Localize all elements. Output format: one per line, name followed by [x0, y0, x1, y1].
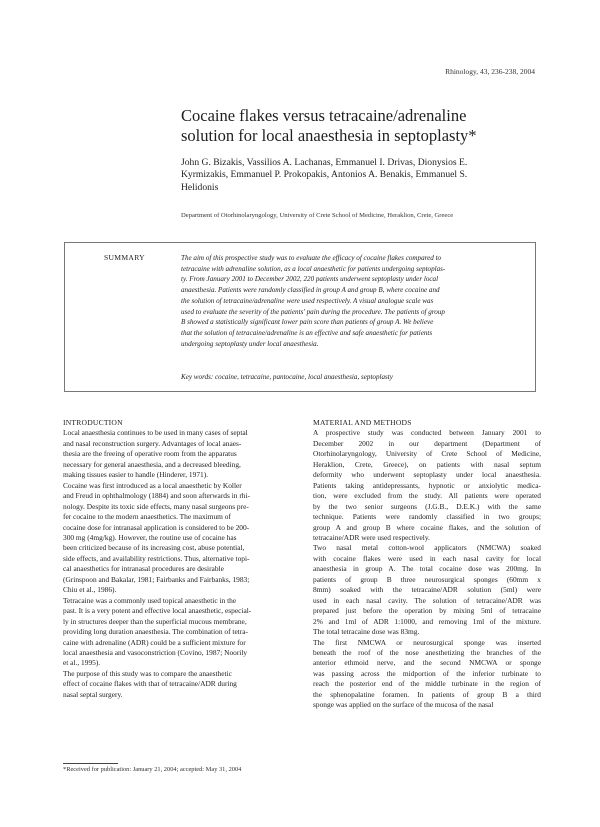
abstract-line: The aim of this prospective study was to evaluate the efficacy of cocaine flakes compared to: [181, 254, 442, 262]
text-line: cal anaesthetics for intranasal procedures are desirable: [63, 564, 224, 574]
text-line: nology. Despite its toxic side effects, many nasal surgeons pre-: [63, 501, 249, 511]
text-line: side effects, and availability restrictions. Thus, alternative topi-: [63, 553, 250, 563]
text-line: necessary for general anaesthesia, and a decreased bleeding,: [63, 459, 241, 469]
text-line: Patients taking antidepressants, hypnotic or anxiolytic medica-: [313, 480, 541, 490]
abstract-line: undergoing septoplasty under local anaesthesia.: [181, 339, 319, 348]
text-line: ly in structures deeper than the superficial mucous membrane,: [63, 616, 247, 626]
text-line: The first NMCWA or neurosurgical sponge was inserted: [313, 637, 541, 647]
section-heading: INTRODUCTION: [63, 418, 123, 427]
footnote-rule: [63, 763, 118, 764]
text-line: nasal septal surgery.: [63, 689, 123, 699]
text-line: beneath the roof of the nose anesthetizing the branches of the: [313, 647, 541, 657]
article-title: [181, 106, 561, 145]
text-line: Otorhinolaryngology, University of Crete School of Medicine,: [313, 449, 541, 459]
text-line: The purpose of this study was to compare the anaesthetic: [63, 668, 232, 678]
text-line: tion, were excluded from the study. All patients were operated: [313, 491, 541, 501]
text-line: December 2002 in our department (Department of: [313, 438, 541, 448]
text-line: cocaine dose for intranasal application is considered to be 200-: [63, 522, 250, 532]
introduction-section: [63, 418, 313, 700]
text-line: and nasal reconstruction surgery. Advantages of local anaes-: [63, 438, 242, 448]
text-line: (Grinspoon and Bakalar, 1981; Fairbanks and Fairbanks, 1983;: [63, 574, 250, 584]
text-line: was passing across the midportion of the inferior turbinate to: [313, 668, 541, 678]
text-line: by the two senior surgeons (J.G.B., D.E.K.) with the same: [313, 501, 541, 511]
text-line: fer cocaine to the modern anaesthetics. The maximum of: [63, 512, 231, 522]
text-line: used in each nasal cavity. The solution of tetracaine/ADR was: [313, 595, 541, 605]
text-line: group A and group B where cocaine flakes, and the solution of: [313, 522, 541, 532]
text-line: past. It is a very potent and effective local anaesthetic, especial-: [63, 606, 252, 616]
text-line: 8mm) soaked with the tetracaine/ADR solution (5ml) were: [313, 585, 541, 595]
author-line: John G. Bizakis, Vassilios A. Lachanas, Emmanuel I. Drivas, Dionysios E.: [181, 157, 468, 168]
text-line: Two nasal metal cotton-wool applicators (NMCWA) soaked: [313, 543, 541, 553]
text-line: Heraklion, Crete, Greece), on patients with nasal septum: [313, 459, 541, 469]
footnote: *Received for publication: January 21, 2004; accepted: May 31, 2004: [63, 766, 242, 773]
text-line: making tissues easier to handle (Hinderer, 1971).: [63, 470, 209, 480]
text-line: Tetracaine was a commonly used topical anaesthetic in the: [63, 595, 237, 605]
methods-section: [313, 418, 541, 711]
summary-label: SUMMARY: [104, 253, 145, 262]
text-line: caine with adrenaline (ADR) could be a sufficient mixture for: [63, 637, 246, 647]
text-line: Cocaine was first introduced as a local anaesthetic by Koller: [63, 480, 242, 490]
text-line: technique. Patients were randomly classified in two groups;: [313, 512, 541, 522]
author-line: Helidonis: [181, 181, 219, 193]
text-line: reach the posterior end of the middle turbinate in the region of: [313, 679, 541, 689]
text-line: patients of group B three neurosurgical sponges (60mm x: [313, 574, 541, 584]
abstract-line: the solution of tetracaine/adrenaline were used respectively. A visual analogue scale was: [181, 296, 434, 305]
text-line: 2% and 1ml of ADR 1:1000, and removing 1ml of the mixture.: [313, 616, 541, 626]
text-line: anaesthesia in group A. The total cocaine dose was 200mg. In: [313, 564, 541, 574]
abstract-line: anaesthesia. Patients were randomly classified in group A and group B, where cocaine and: [181, 286, 440, 295]
abstract-text: [181, 253, 526, 349]
author-list: [181, 157, 551, 194]
text-line: been criticized because of its increasing cost, abuse potential,: [63, 543, 245, 553]
text-line: Local anaesthesia continues to be used in many cases of septal: [63, 428, 248, 438]
section-heading: MATERIAL AND METHODS: [313, 418, 412, 427]
abstract-line: tetracaine with adrenaline solution, as a local anaesthetic for patients undergoing septoplas-: [181, 264, 446, 273]
abstract-line: used to evaluate the severity of the patients' pain during the procedure. The patients of group: [181, 307, 445, 316]
text-line: with cocaine flakes were used in each nasal cavity for local: [313, 553, 541, 563]
text-line: 300 mg (4mg/kg). However, the routine use of cocaine has: [63, 532, 237, 542]
title-line: Cocaine flakes versus tetracaine/adrenaline: [181, 106, 467, 125]
keywords: Key words: cocaine, tetracaine, pantocaine, local anaesthesia, septoplasty: [181, 373, 393, 381]
author-line: Kyrmizakis, Emmanuel P. Prokopakis, Antonios A. Benakis, Emmanuel S.: [181, 169, 468, 181]
text-line: A prospective study was conducted between January 2001 to: [313, 428, 541, 438]
text-line: et al., 1995).: [63, 658, 101, 668]
text-line: and Freud in ophthalmology (1884) and soon afterwards in rhi-: [63, 491, 250, 501]
journal-reference: Rhinology, 43, 236-238, 2004: [445, 67, 535, 76]
abstract-line: that the solution of tetracaine/adrenaline is an effective and safe anaesthetic for patients: [181, 328, 433, 337]
title-line: solution for local anaesthesia in septoplasty*: [181, 125, 477, 145]
abstract-line: ty. From January 2001 to December 2002, 220 patients underwent septoplasty under local: [181, 275, 439, 284]
text-line: effect of cocaine flakes with that of tetracaine/ADR during: [63, 679, 237, 689]
text-line: local anaesthesia and vasoconstriction (Covino, 1987; Noorily: [63, 647, 248, 657]
text-line: prepared just before the operation by mixing 5ml of tetracaine: [313, 606, 541, 616]
text-line: providing long duration anaesthesia. The combination of tetra-: [63, 627, 248, 637]
text-line: Chiu et al., 1986).: [63, 585, 117, 595]
text-line: thesia are the freeing of operative room from the apparatus: [63, 449, 237, 459]
text-line: The total tetracaine dose was 83mg.: [313, 627, 420, 637]
text-line: deformity who underwent septoplasty under local anaesthesia.: [313, 470, 541, 480]
text-line: anterior ethmoid nerve, and the second NMCWA or sponge: [313, 658, 541, 668]
text-line: tetracaine/ADR were used respectively.: [313, 532, 430, 542]
text-line: the sphenopalatine foramen. In patients of group B a third: [313, 689, 541, 699]
abstract-line: B showed a statistically significant lower pain score than patients of group A. We believe: [181, 318, 434, 327]
text-line: sponge was applied on the surface of the mucosa of the nasal: [313, 700, 494, 710]
affiliation: Department of Otorhinolaryngology, University of Crete School of Medicine, Heraklion, Crete, Greece: [181, 212, 454, 219]
